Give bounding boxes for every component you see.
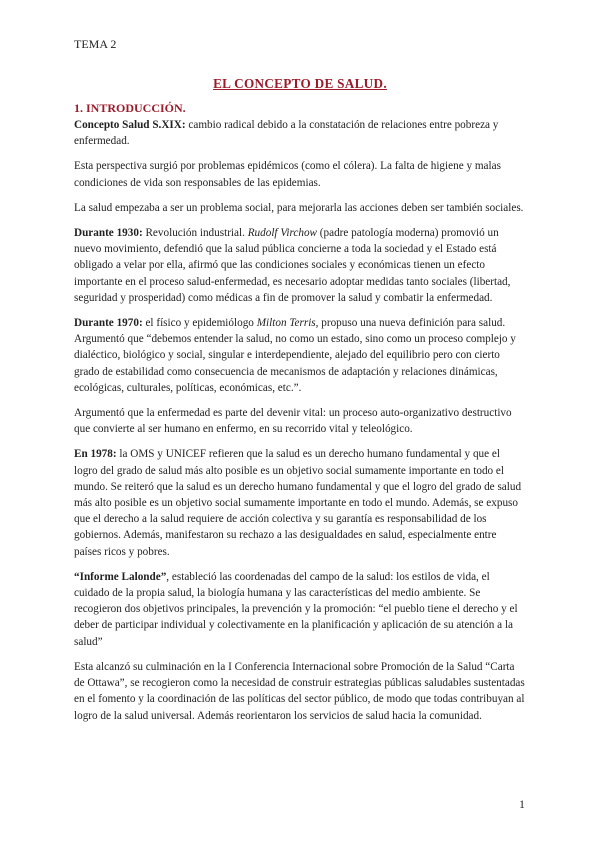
paragraph-1930 bbox=[74, 225, 526, 306]
person-name: Rudolf Virchow bbox=[247, 227, 317, 240]
paragraph-text: Revolución industrial. bbox=[142, 227, 248, 240]
person-name: Milton Terris bbox=[256, 317, 316, 330]
paragraph-text: Argumentó que la enfermedad es parte del devenir vital: un proceso auto-organizativo destructivo que convierte al ser humano en enfermo, en su recorrido vital y teleológico. bbox=[74, 407, 512, 436]
paragraph-1978 bbox=[74, 446, 526, 559]
paragraph-text: cambio radical debido a la constatación de relaciones entre pobreza y enfermedad. bbox=[74, 119, 499, 148]
paragraph-text: la OMS y UNICEF refieren que la salud es un derecho humano fundamental y que el logro del grado de salud más alto posible es un objetivo social sumamente importante en todo el mundo. Se reiteró que la salud es un derecho humano fundamental y que el logro del grado de salud más alto posible es un objetivo social sumamente importante en todo el mundo. Además, se expuso que el derecho a la salud requiere de acción colectiva y su garantía es responsabilidad de los gobiernos. Además, manifestaron su rechazo a las desigualdades en salud, especialmente entre países ricos y pobres. bbox=[74, 448, 522, 558]
paragraph-lead: En 1978: bbox=[74, 448, 117, 461]
paragraph-concepto-salud bbox=[74, 117, 526, 149]
paragraph-text: , propuso una nueva definición para salud. Argumentó que “debemos entender la salud, no como un estado, sino como un proceso complejo y dialéctico, biológico y social, singular e interdependiente, alejado del equilibrio pero con cierto grado de estabilidad como consecuencia de mecanismos de adaptación y relaciones dinámicas, ecológicas, culturales, políticas, económicas, etc.”. bbox=[74, 317, 516, 394]
document-body bbox=[74, 100, 526, 733]
paragraph-problema-social bbox=[74, 200, 526, 216]
paragraph-text: (padre patología moderna) promovió un nuevo movimiento, defendió que la salud pública concierne a toda la sociedad y el Estado está obligado a velar por ella, afirmó que las condiciones sociales y económicas tienen un efecto importante en el proceso salud-enfermedad, es necesario adoptar medidas tanto sociales (libertad, seguridad y prosperidad) como médicas a fin de promover la salud y combatir la enfermedad. bbox=[74, 227, 511, 304]
paragraph-text: , estableció las coordenadas del campo de la salud: los estilos de vida, el cuidado de la propia salud, la biología humana y las características del medio ambiente. Se recogieron dos objetivos principales, la prevención y la promoción: “el pueblo tiene el derecho y el deber de participar individual y colectivamente en la planificación y aplicación de su atención a la salud” bbox=[74, 570, 518, 648]
paragraph-text: Esta perspectiva surgió por problemas epidémicos (como el cólera). La falta de higiene y malas condiciones de vida son responsables de las epidemias. bbox=[74, 160, 501, 189]
page-number: 1 bbox=[519, 797, 525, 811]
paragraph-text: Esta alcanzó su culminación en la I Conferencia Internacional sobre Promoción de la Salud “Carta de Ottawa”, se recogieron como la necesidad de construir estrategias públicas saludables sustentadas en el fomento y la coordinación de las políticas del sector público, de modo que todas contribuyan al logro de la salud universal. Además reorientaron los servicios de salud hacia la comunidad. bbox=[74, 660, 525, 722]
paragraph-lead: Durante 1970: bbox=[74, 317, 143, 330]
paragraph-text: el físico y epidemiólogo bbox=[142, 317, 257, 330]
paragraph-lalonde bbox=[74, 569, 526, 650]
paragraph-perspectiva bbox=[74, 158, 526, 190]
paragraph-1970 bbox=[74, 315, 526, 396]
paragraph-ottawa bbox=[74, 659, 526, 724]
page-header: TEMA 2 bbox=[74, 37, 117, 51]
paragraph-lead: Durante 1930: bbox=[74, 227, 143, 240]
paragraph-lead: “Informe Lalonde” bbox=[74, 570, 167, 583]
document-title: EL CONCEPTO DE SALUD. bbox=[213, 76, 387, 91]
paragraph-enfermedad bbox=[74, 405, 526, 437]
paragraph-text: La salud empezaba a ser un problema social, para mejorarla las acciones deben ser también sociales. bbox=[74, 201, 524, 214]
paragraph-lead: Concepto Salud S.XIX: bbox=[74, 119, 186, 131]
section-heading: 1. INTRODUCCIÓN. bbox=[74, 101, 186, 115]
